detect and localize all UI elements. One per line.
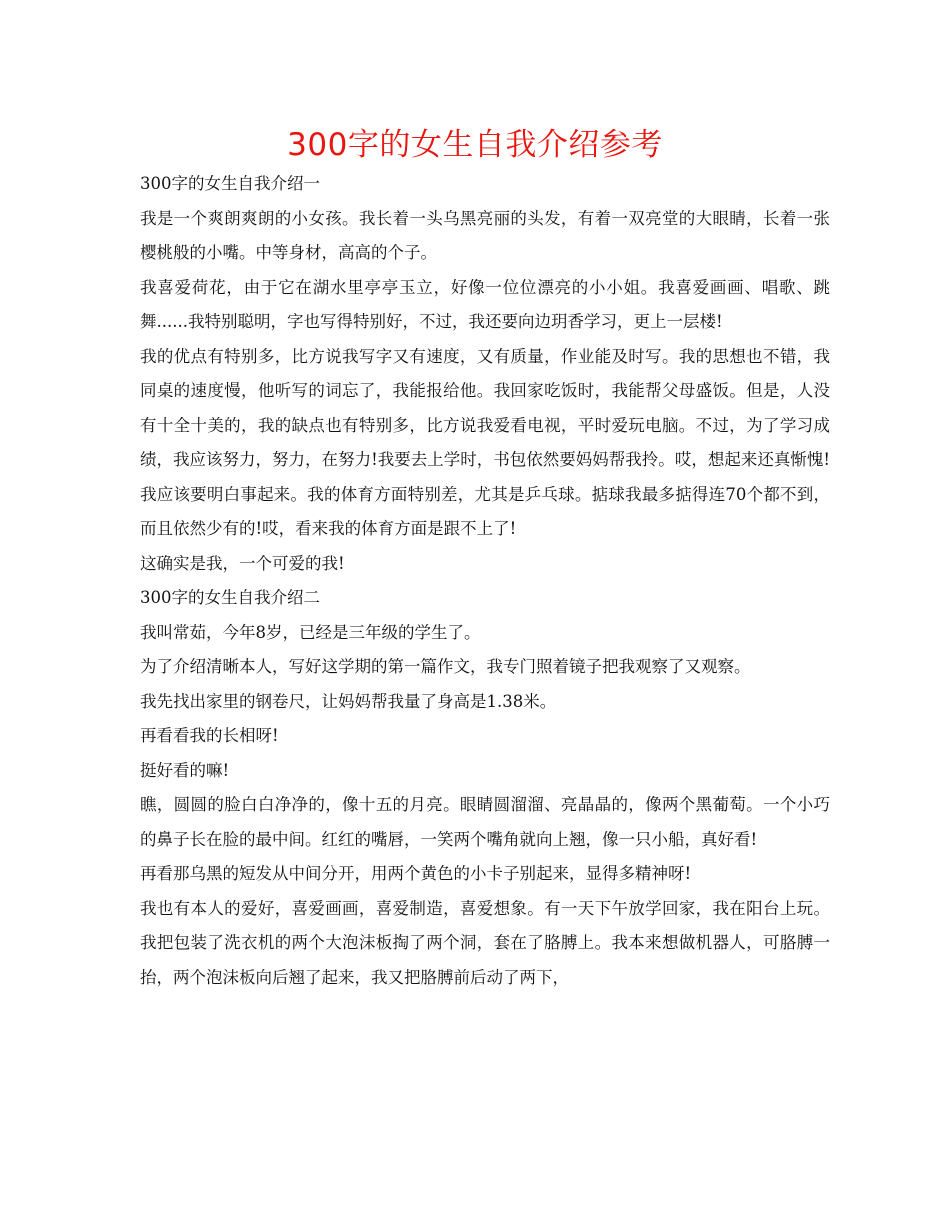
paragraph: 这确实是我，一个可爱的我!: [140, 553, 345, 573]
paragraph: 挺好看的嘛!: [140, 760, 230, 780]
section-heading-2: 300字的女生自我介绍二: [140, 588, 320, 607]
document-title: 300字的女生自我介绍参考: [287, 127, 663, 163]
document-body: [140, 167, 830, 995]
paragraph: 我叫常茹，今年8岁，已经是三年级的学生了。: [140, 622, 481, 642]
paragraph: 再看看我的长相呀!: [140, 726, 279, 745]
paragraph: 再看那乌黑的短发从中间分开，用两个黄色的小卡子别起来，显得多精神呀!: [140, 864, 692, 883]
paragraph: 为了介绍清晰本人，写好这学期的第一篇作文，我专门照着镜子把我观察了又观察。: [140, 657, 751, 676]
paragraph: 我的优点有特别多，比方说我写字又有速度，又有质量，作业能及时写。我的思想也不错，我同桌的速度慢，他听写的词忘了，我能报给他。我回家吃饭时，我能帮父母盛饭。但是，人没有十全十美的，我的缺点也有特别多，比方说我爱看电视，平时爱玩电脑。不过，为了学习成绩，我应该努力，努力，在努力!我要去上学时，书包依然要妈妈帮我拎。哎，想起来还真惭愧!我应该要明白事起来。我的体育方面特别差，尤其是乒乓球。掂球我最多掂得连70个都不到，而且依然少有的!哎，看来我的体育方面是跟不上了!: [140, 346, 830, 538]
section-heading-1: 300字的女生自我介绍一: [140, 174, 320, 193]
paragraph: 瞧，圆圆的脸白白净净的，像十五的月亮。眼睛圆溜溜、亮晶晶的，像两个黑葡萄。一个小巧的鼻子长在脸的最中间。红红的嘴唇，一笑两个嘴角就向上翘，像一只小船，真好看!: [140, 795, 830, 849]
paragraph: 我也有本人的爱好，喜爱画画，喜爱制造，喜爱想象。有一天下午放学回家，我在阳台上玩。我把包装了洗衣机的两个大泡沫板掏了两个洞，套在了胳膊上。我本来想做机器人，可胳膊一抬，两个泡沫板向后翘了起来，我又把胳膊前后动了两下，: [140, 898, 830, 987]
paragraph: 我先找出家里的钢卷尺，让妈妈帮我量了身高是1.38米。: [140, 691, 557, 711]
paragraph: 我是一个爽朗爽朗的小女孩。我长着一头乌黑亮丽的头发，有着一双亮堂的大眼睛，长着一张樱桃般的小嘴。中等身材，高高的个子。: [140, 208, 830, 262]
paragraph: 我喜爱荷花，由于它在湖水里亭亭玉立，好像一位位漂亮的小小姐。我喜爱画画、唱歌、跳舞......我特别聪明，字也写得特别好，不过，我还要向边玥香学习，更上一层楼!: [140, 277, 830, 331]
